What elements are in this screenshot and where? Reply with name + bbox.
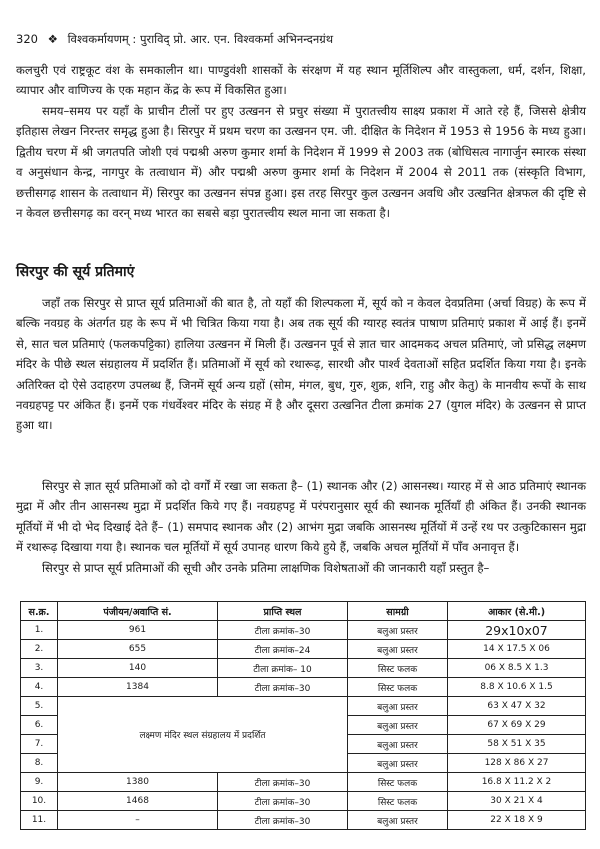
- museum-display-note: लक्ष्मण मंदिर स्थल संग्रहालय में प्रदर्शित: [58, 697, 348, 773]
- col-registration: पंजीयन/अवाप्ति सं.: [58, 602, 218, 621]
- cell: 14 X 17.5 X 06: [448, 640, 586, 659]
- cell: 6.: [21, 716, 58, 735]
- col-findspot: प्राप्ति स्थल: [218, 602, 348, 621]
- table-row: [21, 697, 586, 716]
- cell: 16.8 X 11.2 X 2: [448, 773, 586, 792]
- cell: 58 X 51 X 35: [448, 735, 586, 754]
- cell: बलुआ प्रस्तर: [348, 735, 448, 754]
- cell: 10.: [21, 792, 58, 811]
- cell: बलुआ प्रस्तर: [348, 716, 448, 735]
- cell: 06 X 8.5 X 1.3: [448, 659, 586, 678]
- cell: 961: [58, 621, 218, 640]
- page-number: 320: [16, 32, 38, 46]
- table-row: [21, 640, 586, 659]
- table-header-row: [21, 602, 586, 621]
- cell: टीला क्रमांक–30: [218, 773, 348, 792]
- cell: 2.: [21, 640, 58, 659]
- cell: बलुआ प्रस्तर: [348, 811, 448, 830]
- cell: सिस्ट फलक: [348, 792, 448, 811]
- section-paragraph-1: जहाँ तक सिरपुर से प्राप्त सूर्य प्रतिमाओं की बात है, तो यहाँ की शिल्पकला में, सूर्य को न केवल देवप्रतिमा (अर्चा विग्रह) के रूप में बल्कि नवग्रह के अंतर्गत ग्रह के रूप में भी चित्रित किया गया है। अब तक सूर्य की ग्यारह स्वतंत्र पाषाण प्रतिमाएं प्रकाश में आई हैं। इनमें से, सात चल प्रतिमाएं (फलकपट्टिका) हालिया उत्खनन में मिली हैं। उत्खनन पूर्व से ज्ञात चार आदमकद अचल प्रतिमाएं, जो प्रसिद्ध लक्ष्मण मंदिर के पीछे स्थल संग्रहालय में प्रदर्शित हैं। प्रतिमाओं में सूर्य को रथारूढ़, सारथी और पार्श्व देवताओं सहित प्रदर्शित किया गया है। इनके अतिरिक्त दो ऐसे उदाहरण उपलब्ध हैं, जिनमें सूर्य अन्य ग्रहों (सोम, मंगल, बुध, गुरु, शुक्र, शनि, राहु और केतु) के मानवीय रूपों के साथ नवग्रहपट्ट पर अंकित हैं। इनमें एक गंधर्वेश्वर मंदिर के संग्रह में है और दूसरा उत्खनित टीला क्रमांक 27 (युगल मंदिर) के उत्खनन से प्राप्त हुआ था।: [16, 296, 586, 433]
- cell: टीला क्रमांक–30: [218, 621, 348, 640]
- book-title: विश्वकर्मायणम् : पुराविद् प्रो. आर. एन. विश्वकर्मा अभिनन्दनग्रंथ: [67, 32, 334, 46]
- cell: सिस्ट फलक: [348, 773, 448, 792]
- section-paragraph-3: सिरपुर से प्राप्त सूर्य प्रतिमाओं की सूची और उनके प्रतिमा लाक्षणिक विशेषताओं की जानकारी यहाँ प्रस्तुत है–: [42, 561, 490, 575]
- cell: 140: [58, 659, 218, 678]
- paragraph-1: कलचुरी एवं राष्ट्रकूट वंश के समकालीन था। पाण्डुवंशी शासकों के संरक्षण में यह स्थान मूर्तिशिल्प और वास्तुकला, धर्म, दर्शन, शिक्षा, व्यापार और वाणिज्य के एक महान केंद्र के रूप में विकसित हुआ।: [16, 63, 586, 98]
- cell: 22 X 18 X 9: [448, 811, 586, 830]
- cell: 1468: [58, 792, 218, 811]
- col-material: सामग्री: [348, 602, 448, 621]
- cell: टीला क्रमांक–30: [218, 678, 348, 697]
- table-row: [21, 792, 586, 811]
- cell: 1.: [21, 621, 58, 640]
- cell: 4.: [21, 678, 58, 697]
- cell: 8.8 X 10.6 X 1.5: [448, 678, 586, 697]
- table-row: [21, 773, 586, 792]
- cell: बलुआ प्रस्तर: [348, 754, 448, 773]
- cell: 63 X 47 X 32: [448, 697, 586, 716]
- cell: टीला क्रमांक–30: [218, 811, 348, 830]
- cell: टीला क्रमांक–24: [218, 640, 348, 659]
- table-row: [21, 678, 586, 697]
- cell: 67 X 69 X 29: [448, 716, 586, 735]
- cell: बलुआ प्रस्तर: [348, 621, 448, 640]
- cell: 29x10x07: [448, 621, 586, 640]
- cell: बलुआ प्रस्तर: [348, 697, 448, 716]
- paragraph-2: समय–समय पर यहाँ के प्राचीन टीलों पर हुए उत्खनन से प्रचुर संख्या में पुरातत्त्वीय साक्ष्य प्रकाश में आते रहे हैं, जिससे क्षेत्रीय इतिहास लेखन निरन्तर समृद्ध हुआ है। सिरपुर में प्रथम चरण का उत्खनन एम. जी. दीक्षित के निदेशन में 1953 से 1956 के मध्य हुआ। द्वितीय चरण में श्री जगतपति जोशी एवं पद्मश्री अरुण कुमार शर्मा के निदेशन में 1999 से 2003 तक (बोधिसत्व नागार्जुन स्मारक संस्था व अनुसंधान केन्द्र, नागपुर के तत्वाधान में) और पद्मश्री अरुण कुमार शर्मा के निदेशन में 2004 से 2011 तक (संस्कृति विभाग, छत्तीसगढ़ शासन के तत्वाधान में) सिरपुर का उत्खनन संपन्न हुआ। इस तरह सिरपुर कुल उत्खनन अवधि और उत्खनित क्षेत्रफल की दृष्टि से न केवल छत्तीसगढ़ का वरन् मध्य भारत का सबसे बड़ा पुरातत्त्वीय स्थल माना जा सकता है।: [16, 104, 586, 221]
- cell: 1380: [58, 773, 218, 792]
- table-row: [21, 621, 586, 640]
- cell: 3.: [21, 659, 58, 678]
- cell: 655: [58, 640, 218, 659]
- sun-images-table: [20, 601, 586, 830]
- cell: 7.: [21, 735, 58, 754]
- table-row: [21, 811, 586, 830]
- table-row: [21, 659, 586, 678]
- cell: टीला क्रमांक–30: [218, 792, 348, 811]
- cell: 5.: [21, 697, 58, 716]
- cell: बलुआ प्रस्तर: [348, 640, 448, 659]
- cell: 128 X 86 X 27: [448, 754, 586, 773]
- cell: टीला क्रमांक– 10: [218, 659, 348, 678]
- cell: सिस्ट फलक: [348, 659, 448, 678]
- cell: 9.: [21, 773, 58, 792]
- section-paragraph-2: सिरपुर से ज्ञात सूर्य प्रतिमाओं को दो वर्गों में रखा जा सकता है– (1) स्थानक और (2) आसनस्थ। ग्यारह में से आठ प्रतिमाएं स्थानक मुद्रा में और तीन आसनस्थ मुद्रा में प्रदर्शित किये गए हैं। नवग्रहपट्ट में परंपरानुसार सूर्य की स्थानक मूर्तियाँ ही अंकित हैं। उनकी स्थानक मूर्तियों में भी दो भेद दिखाई देते हैं– (1) समपाद स्थानक और (2) आभंग मुद्रा जबकि आसनस्थ मूर्तियों में उन्हें रथ पर उत्कुटिकासन मुद्रा में रथारूढ़ दिखाया गया है। स्थानक चल मूर्तियों में सूर्य उपानह धारण किये हुये हैं, जबकि अचल मूर्तियों में पाँव अनावृत्त हैं।: [16, 479, 586, 555]
- section-heading: सिरपुर की सूर्य प्रतिमाएं: [16, 264, 135, 280]
- cell: 1384: [58, 678, 218, 697]
- cell: सिस्ट फलक: [348, 678, 448, 697]
- col-serial: स.क्र.: [21, 602, 58, 621]
- cell: 11.: [21, 811, 58, 830]
- bullet-icon: ❖: [47, 32, 58, 46]
- cell: –: [58, 811, 218, 830]
- cell: 8.: [21, 754, 58, 773]
- cell: 30 X 21 X 4: [448, 792, 586, 811]
- running-header: [16, 32, 333, 47]
- col-size: आकार (से.मी.): [448, 602, 586, 621]
